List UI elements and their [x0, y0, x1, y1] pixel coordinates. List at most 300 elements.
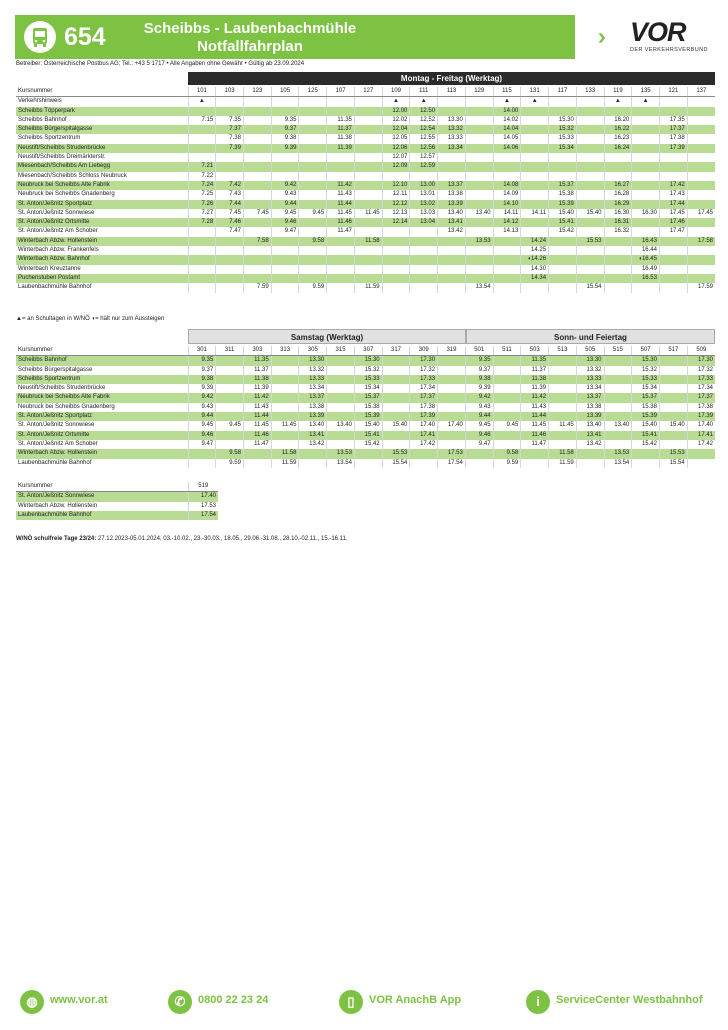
info-icon: i: [526, 990, 550, 1014]
kurs-number: 509: [687, 346, 715, 356]
departure-time: [632, 107, 660, 116]
departure-time: 16.24: [604, 144, 632, 153]
departure-time: 13.30: [438, 116, 466, 125]
departure-time: [493, 162, 521, 171]
departure-time: [243, 449, 271, 458]
departure-time: [549, 384, 577, 393]
departure-time: [216, 440, 244, 449]
kurs-number: 501: [465, 346, 493, 356]
departure-time: [299, 274, 327, 283]
departure-time: [243, 255, 271, 264]
departure-time: [521, 153, 549, 162]
departure-time: 11.37: [521, 366, 549, 375]
departure-time: 14.25: [521, 246, 549, 255]
departure-time: [354, 107, 382, 116]
departure-time: 15.41: [632, 431, 660, 440]
departure-time: [271, 255, 299, 264]
departure-time: [243, 274, 271, 283]
departure-time: [243, 181, 271, 190]
departure-time: [271, 107, 299, 116]
school-day-marker: ▲: [632, 97, 660, 107]
departure-time: [465, 190, 493, 199]
departure-time: 11.59: [271, 459, 299, 468]
timetable-row: [16, 274, 715, 283]
departure-time: 14.11: [521, 209, 549, 218]
departure-time: 17.54: [438, 459, 466, 468]
departure-time: 14.04: [493, 125, 521, 134]
departure-time: 9.39: [188, 384, 216, 393]
departure-time: [659, 403, 687, 412]
departure-time: [188, 144, 216, 153]
departure-time: [604, 162, 632, 171]
departure-time: 16.53: [632, 274, 660, 283]
departure-time: 16.31: [604, 218, 632, 227]
school-day-marker: ▲: [521, 97, 549, 107]
departure-time: [410, 246, 438, 255]
departure-time: [438, 283, 466, 292]
school-day-marker: [687, 97, 715, 107]
footer-label[interactable]: 0800 22 23 24: [198, 994, 269, 1006]
departure-time: [438, 431, 466, 440]
departure-time: [576, 162, 604, 171]
departure-time: 11.44: [327, 200, 355, 209]
departure-time: 9.47: [465, 440, 493, 449]
departure-time: 15.37: [549, 181, 577, 190]
departure-time: [299, 255, 327, 264]
departure-time: [271, 274, 299, 283]
departure-time: [465, 181, 493, 190]
departure-time: 15.41: [549, 218, 577, 227]
kurs-number: 313: [271, 346, 299, 356]
departure-time: 7.38: [216, 134, 244, 143]
departure-time: 9.45: [465, 421, 493, 430]
departure-time: 15.33: [549, 134, 577, 143]
departure-time: [549, 162, 577, 171]
departure-time: 9.43: [271, 190, 299, 199]
departure-time: [299, 181, 327, 190]
departure-time: [438, 107, 466, 116]
departure-time: 7.22: [188, 172, 216, 181]
departure-time: 13.54: [465, 283, 493, 292]
departure-time: [493, 431, 521, 440]
departure-time: [659, 412, 687, 421]
departure-time: [216, 366, 244, 375]
departure-time: [465, 265, 493, 274]
departure-time: 14.11: [493, 209, 521, 218]
stop-name: Winterbach Abzw. Bahnhof: [16, 255, 188, 264]
departure-time: [659, 153, 687, 162]
departure-time: 11.38: [327, 134, 355, 143]
kurs-number: 137: [687, 87, 715, 97]
kurs-number: 319: [438, 346, 466, 356]
departure-time: [299, 144, 327, 153]
timetable-row: [16, 181, 715, 190]
kurs-row: [16, 482, 218, 492]
departure-time: [549, 412, 577, 421]
timetable-row: [16, 283, 715, 292]
departure-time: 15.39: [549, 200, 577, 209]
departure-time: 16.22: [604, 125, 632, 134]
departure-time: 11.37: [327, 125, 355, 134]
departure-time: [216, 237, 244, 246]
departure-time: [188, 274, 216, 283]
kurs-number: 135: [632, 87, 660, 97]
departure-time: 9.42: [188, 393, 216, 402]
departure-time: 13.38: [299, 403, 327, 412]
departure-time: 16.44: [632, 246, 660, 255]
stop-name: Neubruck bei Scheibbs Alte Fabrik: [16, 181, 188, 190]
departure-time: [604, 237, 632, 246]
departure-time: 15.53: [576, 237, 604, 246]
departure-time: [327, 172, 355, 181]
departure-time: 13.41: [576, 431, 604, 440]
footer-label[interactable]: ServiceCenter Westbahnhof: [556, 994, 703, 1006]
school-holidays-label: W/NÖ schulfreie Tage 23/24:: [16, 536, 97, 542]
kurs-number: 507: [632, 346, 660, 356]
kurs-number: 305: [299, 346, 327, 356]
departure-time: [493, 366, 521, 375]
timetable-row: [16, 366, 715, 375]
departure-time: 11.59: [354, 283, 382, 292]
departure-time: [410, 265, 438, 274]
stop-name: Neustift/Scheibbs Dreimärkterstr.: [18, 154, 106, 161]
departure-time: 11.47: [521, 440, 549, 449]
departure-time: [687, 190, 715, 199]
departure-time: 14.09: [493, 190, 521, 199]
school-day-marker: [327, 97, 355, 107]
departure-time: 13.34: [438, 144, 466, 153]
departure-time: [354, 227, 382, 236]
departure-time: [354, 125, 382, 134]
stop-name: St. Anton/Jeßnitz Am Schober: [18, 440, 98, 447]
stop-name: St. Anton/Jeßnitz Am Schober: [18, 228, 98, 235]
hinweis-label: Verkehrshinweis: [18, 98, 62, 105]
extra-course-table: [16, 482, 218, 520]
departure-time: [299, 116, 327, 125]
departure-time: 13.37: [299, 393, 327, 402]
departure-time: [632, 227, 660, 236]
departure-time: 13.42: [576, 440, 604, 449]
school-day-marker: [299, 97, 327, 107]
departure-time: [576, 246, 604, 255]
departure-time: 9.44: [271, 200, 299, 209]
departure-time: 9.38: [465, 375, 493, 384]
departure-time: [188, 227, 216, 236]
kurs-label: Kursnummer: [16, 346, 188, 356]
departure-time: 15.40: [576, 209, 604, 218]
stop-name: St. Anton/Jeßnitz Sonnwiese: [18, 209, 95, 216]
departure-time: [632, 449, 660, 458]
departure-time: [549, 246, 577, 255]
stop-name: Puchenstuben Postamt: [16, 274, 188, 283]
departure-time: 13.40: [604, 421, 632, 430]
departure-time: [271, 172, 299, 181]
footer-label[interactable]: www.vor.at: [50, 994, 108, 1006]
departure-time: [354, 144, 382, 153]
departure-time: 13.30: [299, 356, 327, 366]
departure-time: [549, 265, 577, 274]
departure-time: [576, 172, 604, 181]
departure-time: [188, 283, 216, 292]
line-number: 654: [64, 23, 106, 51]
departure-time: ◖16.45: [632, 255, 660, 264]
departure-time: [382, 412, 410, 421]
smartphone-icon: ▯: [339, 990, 363, 1014]
school-day-marker: [354, 97, 382, 107]
departure-time: [687, 172, 715, 181]
departure-time: [299, 190, 327, 199]
departure-time: [354, 153, 382, 162]
departure-time: 15.39: [632, 412, 660, 421]
departure-time: 15.40: [632, 421, 660, 430]
departure-time: 15.32: [354, 366, 382, 375]
departure-time: 7.42: [216, 181, 244, 190]
departure-time: 16.30: [604, 209, 632, 218]
departure-time: [465, 134, 493, 143]
departure-time: 11.46: [243, 431, 271, 440]
timetable-row: [16, 200, 715, 209]
departure-time: [188, 265, 216, 274]
departure-time: [382, 366, 410, 375]
departure-time: 11.35: [243, 356, 271, 366]
departure-time: [354, 162, 382, 171]
departure-time: 17.44: [659, 200, 687, 209]
departure-time: [410, 283, 438, 292]
school-day-marker: ▲: [188, 97, 216, 107]
departure-time: [382, 172, 410, 181]
departure-time: 16.49: [632, 265, 660, 274]
departure-time: 17.37: [659, 125, 687, 134]
departure-time: [465, 218, 493, 227]
departure-time: [327, 107, 355, 116]
departure-time: 11.45: [327, 209, 355, 218]
school-day-marker: [243, 97, 271, 107]
departure-time: [632, 172, 660, 181]
departure-time: 17.32: [687, 366, 715, 375]
kurs-number: 505: [576, 346, 604, 356]
departure-time: 17.54: [188, 511, 218, 520]
departure-time: [382, 384, 410, 393]
school-day-marker: ▲: [493, 97, 521, 107]
departure-time: [465, 107, 493, 116]
departure-time: 13.53: [604, 449, 632, 458]
departure-time: [687, 255, 715, 264]
departure-time: 11.42: [521, 393, 549, 402]
departure-time: 11.42: [243, 393, 271, 402]
departure-time: [438, 403, 466, 412]
departure-time: [549, 274, 577, 283]
departure-time: 14.24: [521, 237, 549, 246]
departure-time: [632, 218, 660, 227]
footer-label[interactable]: VOR AnachB App: [369, 994, 462, 1006]
departure-time: [271, 265, 299, 274]
departure-time: [493, 393, 521, 402]
departure-time: 7.45: [216, 209, 244, 218]
departure-time: 15.40: [549, 209, 577, 218]
logo-text: VOR: [630, 17, 686, 47]
departure-time: [354, 459, 382, 468]
departure-time: [465, 449, 493, 458]
departure-time: [354, 116, 382, 125]
departure-time: [382, 237, 410, 246]
stop-name: St. Anton/Jeßnitz Sportplatz: [16, 412, 188, 421]
departure-time: [465, 144, 493, 153]
departure-time: [271, 153, 299, 162]
departure-time: [382, 375, 410, 384]
departure-time: [493, 237, 521, 246]
departure-time: 15.42: [632, 440, 660, 449]
departure-time: [604, 153, 632, 162]
departure-time: [354, 172, 382, 181]
kurs-number: 307: [354, 346, 382, 356]
departure-time: [493, 375, 521, 384]
departure-time: 11.45: [243, 421, 271, 430]
departure-time: 11.38: [521, 375, 549, 384]
departure-time: 17.58: [687, 237, 715, 246]
departure-time: [604, 107, 632, 116]
departure-time: [632, 200, 660, 209]
departure-time: 17.37: [410, 393, 438, 402]
departure-time: 9.38: [271, 134, 299, 143]
departure-time: [493, 172, 521, 181]
departure-time: [465, 227, 493, 236]
departure-time: 9.58: [299, 237, 327, 246]
departure-time: 16.32: [604, 227, 632, 236]
departure-time: [327, 393, 355, 402]
stop-name: Winterbach Abzw. Hollenstein: [16, 237, 188, 246]
timetable-row: [16, 153, 715, 162]
departure-time: [687, 459, 715, 468]
departure-time: [549, 283, 577, 292]
departure-time: 12.52: [410, 116, 438, 125]
departure-time: 7.25: [188, 190, 216, 199]
departure-time: [549, 237, 577, 246]
departure-time: [659, 255, 687, 264]
departure-time: [410, 237, 438, 246]
departure-time: [687, 144, 715, 153]
departure-time: [271, 375, 299, 384]
departure-time: 9.35: [188, 356, 216, 366]
operator-info: Betreiber: Österreichische Postbus AG; Tel.: +43 5 1717 • Alle Angaben ohne Gewähr • Gültig ab 23.09.2024: [16, 61, 305, 67]
kurs-number: 125: [299, 87, 327, 97]
departure-time: 12.54: [410, 125, 438, 134]
departure-time: [299, 134, 327, 143]
departure-time: [659, 274, 687, 283]
departure-time: [521, 162, 549, 171]
departure-time: [687, 218, 715, 227]
departure-time: [410, 449, 438, 458]
stop-name: St. Anton/Jeßnitz Sonnwiese: [18, 422, 95, 429]
departure-time: 11.58: [354, 237, 382, 246]
page-title: [120, 18, 380, 58]
timetable-row: [16, 218, 715, 227]
departure-time: [216, 107, 244, 116]
departure-time: 11.43: [327, 190, 355, 199]
departure-time: 13.54: [604, 459, 632, 468]
vor-logo-icon: [598, 18, 628, 58]
departure-time: [299, 227, 327, 236]
stop-name: Neubruck bei Scheibbs Alte Fabrik: [16, 393, 188, 402]
departure-time: [493, 440, 521, 449]
departure-time: 17.53: [438, 449, 466, 458]
departure-time: [354, 246, 382, 255]
departure-time: 13.32: [299, 366, 327, 375]
departure-time: 13.41: [438, 218, 466, 227]
weekday-timetable: [16, 87, 715, 293]
kurs-number: 311: [216, 346, 244, 356]
timetable-row: [16, 134, 715, 143]
departure-time: [188, 255, 216, 264]
departure-time: 17.38: [659, 134, 687, 143]
departure-time: [438, 440, 466, 449]
departure-time: [327, 440, 355, 449]
departure-time: [216, 412, 244, 421]
departure-time: [327, 412, 355, 421]
departure-time: [382, 393, 410, 402]
departure-time: 17.40: [188, 492, 218, 502]
departure-time: [493, 384, 521, 393]
phone-icon: ✆: [168, 990, 192, 1014]
kurs-number: 117: [549, 87, 577, 97]
departure-time: [493, 403, 521, 412]
departure-time: [493, 255, 521, 264]
departure-time: ◖14.26: [521, 255, 549, 264]
departure-time: [521, 227, 549, 236]
departure-time: 13.33: [438, 134, 466, 143]
departure-time: [438, 237, 466, 246]
departure-time: [438, 172, 466, 181]
departure-time: 15.34: [632, 384, 660, 393]
departure-time: 9.44: [188, 412, 216, 421]
departure-time: [299, 246, 327, 255]
departure-time: [382, 356, 410, 366]
departure-time: 13.39: [576, 412, 604, 421]
departure-time: [216, 265, 244, 274]
departure-time: [299, 153, 327, 162]
departure-time: [216, 255, 244, 264]
departure-time: [493, 153, 521, 162]
departure-time: 9.45: [299, 209, 327, 218]
departure-time: 9.46: [465, 431, 493, 440]
departure-time: [687, 200, 715, 209]
route-title: Scheibbs - Laubenbachmühle: [143, 20, 357, 37]
departure-time: [327, 265, 355, 274]
departure-time: 17.38: [687, 403, 715, 412]
school-day-marker: ▲: [382, 97, 410, 107]
departure-time: [188, 246, 216, 255]
departure-time: [604, 172, 632, 181]
timetable-row: [16, 116, 715, 125]
departure-time: 9.45: [493, 421, 521, 430]
stop-name: Miesenbach/Scheibbs Am Liebegg: [16, 162, 188, 171]
departure-time: 12.07: [382, 153, 410, 162]
kurs-number: 515: [604, 346, 632, 356]
departure-time: 17.33: [410, 375, 438, 384]
departure-time: 11.43: [521, 403, 549, 412]
departure-time: 14.12: [493, 218, 521, 227]
stop-name: Neustift/Scheibbs Strudenbrücke: [18, 385, 106, 392]
kurs-row: [16, 346, 715, 356]
departure-time: 11.39: [243, 384, 271, 393]
departure-time: 17.38: [410, 403, 438, 412]
departure-time: [382, 403, 410, 412]
stop-name: St. Anton/Jeßnitz Sonnwiese: [16, 492, 188, 502]
departure-time: [576, 190, 604, 199]
departure-time: 15.42: [354, 440, 382, 449]
departure-time: [576, 274, 604, 283]
departure-time: [243, 162, 271, 171]
stop-name: Laubenbachmühle Bahnhof: [18, 459, 92, 466]
